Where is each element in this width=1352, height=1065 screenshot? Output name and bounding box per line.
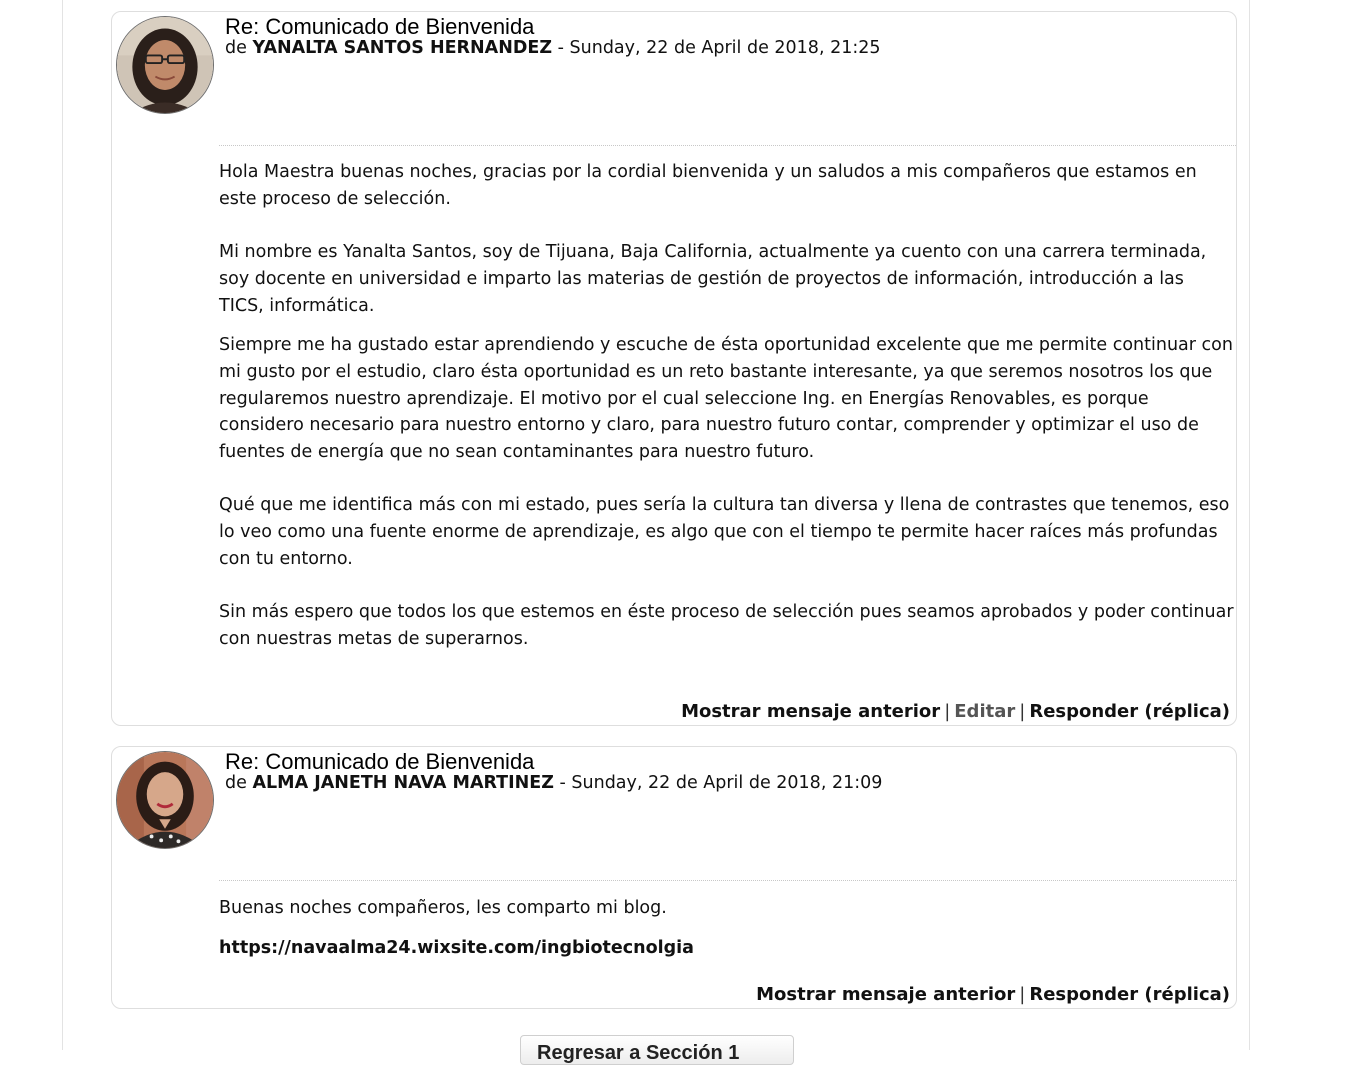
command-separator: | xyxy=(1019,984,1026,1005)
user-photo-icon xyxy=(117,17,213,113)
post-subject: Re: Comunicado de Bienvenida xyxy=(225,749,535,774)
forum-post xyxy=(111,11,1237,726)
command-separator: | xyxy=(1019,701,1026,722)
post-byline xyxy=(225,771,882,795)
post-paragraph: Qué que me identifica más con mi estado, pues sería la cultura tan diversa y llena de contrastes que tenemos, eso lo veo como una fuente enorme de aprendizaje, es algo que con el tiempo te permite hacer raíces más profundas con tu entorno. xyxy=(219,495,1230,569)
post-paragraph: Buenas noches compañeros, les comparto mi blog. xyxy=(219,898,667,918)
post-paragraph: Mi nombre es Yanalta Santos, soy de Tijuana, Baja California, actualmente ya cuento con una carrera terminada, soy docente en universidad e imparto las materias de gestión de proyectos de información, introducción a las TICS, informática. xyxy=(219,242,1207,316)
post-date: Sunday, 22 de April de 2018, 21:25 xyxy=(569,38,881,58)
post-commands xyxy=(756,983,1230,1007)
byline-prefix: de xyxy=(225,773,247,793)
reply-link[interactable]: Responder (réplica) xyxy=(1029,701,1230,722)
header-divider xyxy=(219,880,1236,881)
post-paragraph: Siempre me ha gustado estar aprendiendo y escuche de ésta oportunidad excelente que me permite continuar con mi gusto por el estudio, claro ésta oportunidad es un reto bastante interesante, ya que seremos nosotros los que regularemos nuestro aprendizaje. El motivo por el cual seleccione Ing. en Energías Renovables, es porque considero necesario para nuestro entorno y claro, para nuestro futuro contar, comprender y optimizar el uso de fuentes de energía que no sean contaminantes para nuestro futuro. xyxy=(219,335,1233,463)
header-divider xyxy=(219,145,1236,146)
reply-link[interactable]: Responder (réplica) xyxy=(1029,984,1230,1005)
post-content xyxy=(219,895,1234,961)
post-paragraph: Sin más espero que todos los que estemos en éste proceso de selección pues seamos aprobados y poder continuar con nuestras metas de superarnos. xyxy=(219,602,1234,649)
byline-separator: - xyxy=(559,773,566,793)
byline-separator: - xyxy=(557,38,564,58)
post-paragraph: Hola Maestra buenas noches, gracias por la cordial bienvenida y un saludos a mis compañeros que estamos en este proceso de selección. xyxy=(219,162,1197,209)
post-content xyxy=(219,159,1234,653)
user-photo-icon xyxy=(117,752,213,848)
post-commands xyxy=(681,700,1230,724)
author-link[interactable]: ALMA JANETH NAVA MARTINEZ xyxy=(252,773,554,793)
avatar[interactable] xyxy=(116,751,214,849)
post-subject: Re: Comunicado de Bienvenida xyxy=(225,14,535,39)
author-link[interactable]: YANALTA SANTOS HERNANDEZ xyxy=(252,38,553,58)
return-to-section-button[interactable]: Regresar a Sección 1 xyxy=(520,1035,794,1065)
byline-prefix: de xyxy=(225,38,247,58)
post-date: Sunday, 22 de April de 2018, 21:09 xyxy=(571,773,883,793)
blog-link[interactable]: https://navaalma24.wixsite.com/ingbiotecnolgia xyxy=(219,937,694,958)
show-parent-link[interactable]: Mostrar mensaje anterior xyxy=(756,984,1016,1005)
show-parent-link[interactable]: Mostrar mensaje anterior xyxy=(681,701,941,722)
post-byline xyxy=(225,36,881,60)
forum-post xyxy=(111,746,1237,1009)
avatar[interactable] xyxy=(116,16,214,114)
edit-link[interactable]: Editar xyxy=(954,701,1016,722)
command-separator: | xyxy=(944,701,951,722)
